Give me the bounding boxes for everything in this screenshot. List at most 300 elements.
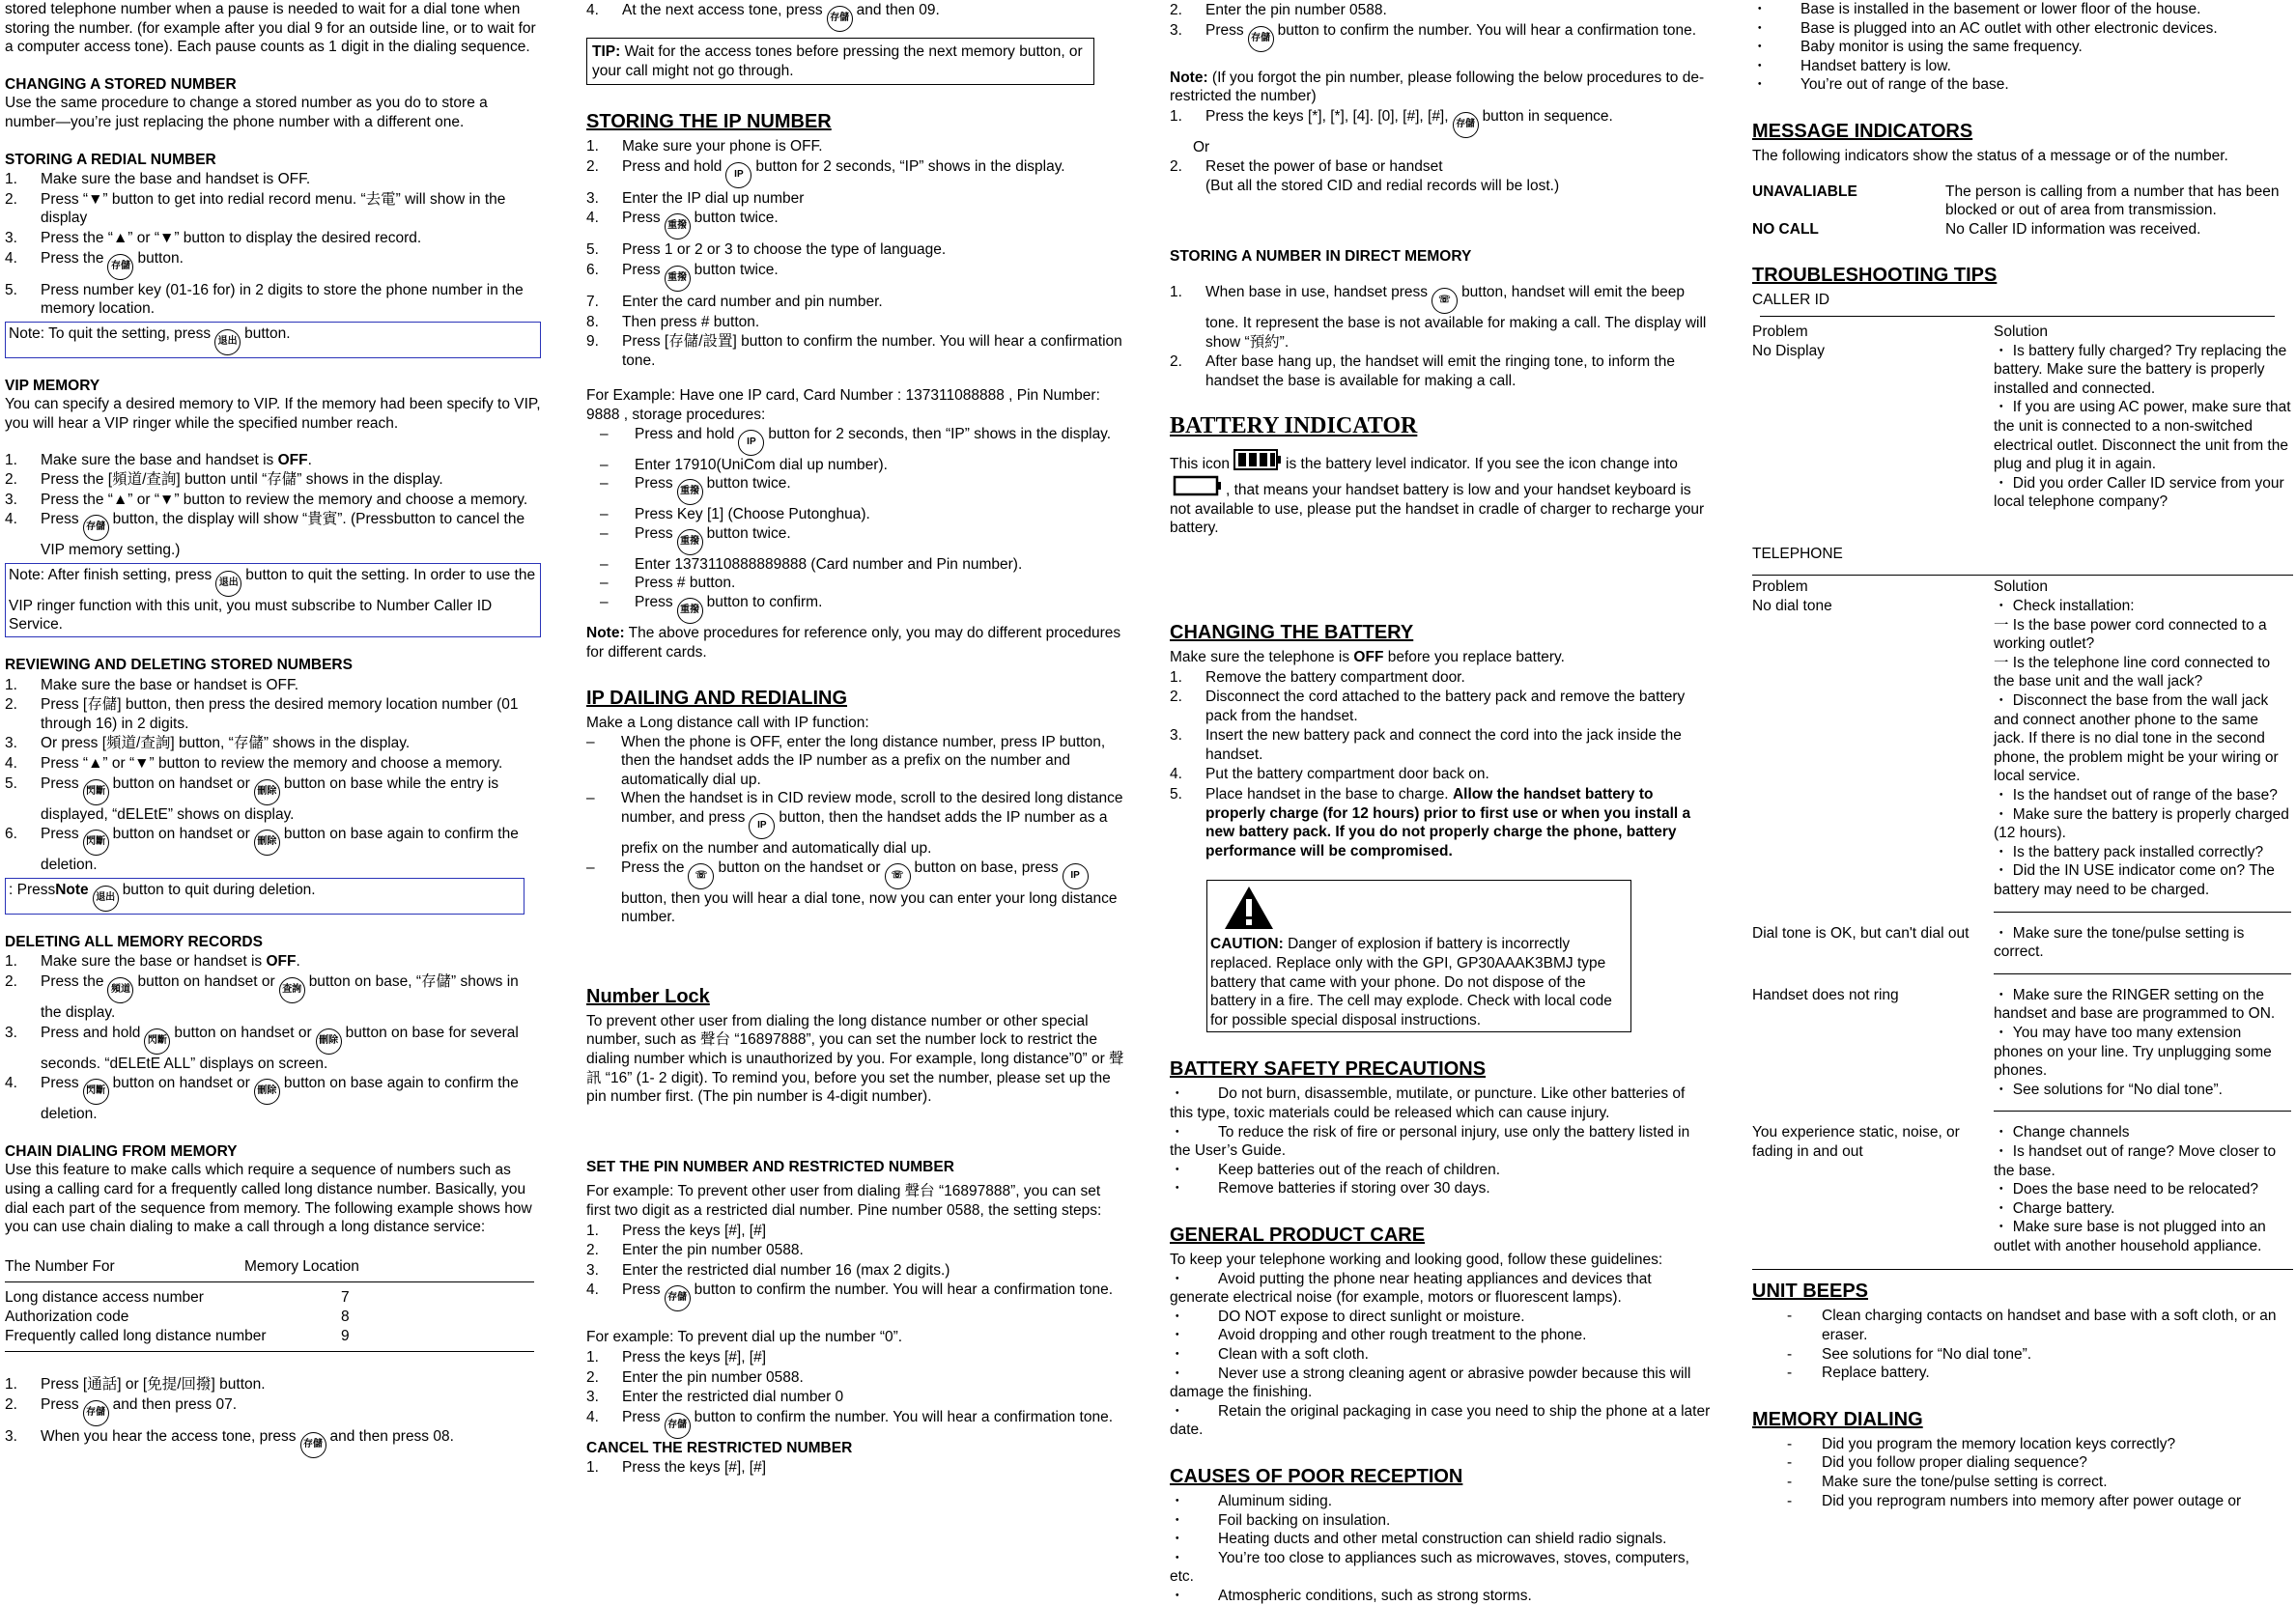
item-bold: Note [55, 881, 89, 898]
table-rule [5, 1281, 534, 1282]
paragraph: To prevent other user from dialing the long distance number or other special number, such as 聲台 “16897888”, you can set the number lock to restrict the dialing number which is unauthorized by you. For example, long distance”0” or 聲訊 “16” (1- 2 digit). To remind you, before you set the number, please set up the pin number first. (The pin number is 4-digit number). [586, 1012, 1124, 1106]
list-item [586, 261, 1127, 292]
intro-paragraph: stored telephone number when a pause is needed to wait for a dial tone when storing the number. (for example after you dial 9 for an outside line, or to wait for a computer access tone). Each pause counts as 1 digit in the dialing sequence. [5, 1, 536, 56]
item-text: Press [41, 1075, 79, 1092]
item-text: Disconnect the cord attached to the battery pack and remove the battery pack from the handset. [1205, 689, 1686, 724]
solution-line: ・ Charge battery. [1994, 1199, 2115, 1217]
item-text: Press Key [1] (Choose Putonghua). [635, 506, 870, 523]
spacer [1170, 554, 1711, 571]
dash-item [1752, 1473, 2291, 1492]
list-item [586, 332, 1127, 370]
list-item [586, 1281, 1127, 1311]
item-text: Enter 17910(UniCom dial up number). [635, 456, 888, 473]
item-text: button to confirm the number. You will hear a confirmation tone. [694, 1408, 1114, 1425]
dash-item [1752, 1364, 2291, 1383]
item-body [41, 676, 541, 695]
item-number: 1. [5, 171, 17, 188]
item-text: Enter 1373110888889888 (Card number and Pin number). [635, 555, 1023, 573]
bullet-item [1170, 1326, 1711, 1345]
key-button-icon: 閃斷 [144, 1028, 170, 1055]
key-button-icon: IP [1063, 863, 1089, 889]
table-header [5, 1257, 541, 1277]
item-text: button. [137, 249, 184, 267]
dash-text: Make sure the tone/pulse setting is correct. [1822, 1474, 2108, 1491]
item-number: 2. [586, 157, 599, 175]
item-text: and then 09. [856, 2, 940, 18]
item-number: 1. [1170, 107, 1182, 125]
item-text: Enter the pin number 0588. [1205, 2, 1387, 18]
paragraph: For example: To prevent dial up the number “0”. [586, 1329, 903, 1346]
key-button-icon: 存儲 [665, 1285, 691, 1311]
item-text: Press the “▲” or “▼” button to review the memory and choose a memory. [41, 491, 528, 508]
section-heading: Number Lock [586, 985, 710, 1007]
item-number: 5. [586, 241, 599, 259]
item-text: Press the [621, 859, 685, 876]
bullet-item [1752, 57, 2291, 76]
item-number: 1. [5, 953, 17, 971]
trouble-row [1752, 342, 2291, 512]
bullet-text: Heating ducts and other metal construction can shield radio signals. [1218, 1531, 1667, 1548]
item-number: 4. [5, 249, 17, 267]
item-number: 9. [586, 333, 599, 351]
item-body [622, 1348, 1127, 1367]
dash-mark: – [600, 575, 609, 592]
item-number: 1. [1170, 668, 1182, 686]
item-text: button in sequence. [1482, 107, 1613, 125]
dash-mark: – [586, 859, 595, 876]
item-number: 4. [586, 210, 599, 227]
item-text: button to quit during deletion. [122, 881, 316, 898]
bullet-text: Keep batteries out of the reach of children. [1218, 1161, 1501, 1178]
item-body [622, 1368, 1127, 1388]
list-item [586, 1222, 1127, 1241]
solution-line: ・ Did you order Caller ID service from your local telephone company? [1994, 474, 2284, 511]
bullet-text: You’re too close to appliances such as microwaves, stoves, computers, etc. [1170, 1549, 1689, 1586]
list-item [1170, 157, 1711, 195]
item-number: 4. [586, 1408, 599, 1425]
key-button-icon: ☏ [688, 863, 714, 889]
list-item [1170, 785, 1711, 860]
item-text: Press [1205, 21, 1244, 39]
row-rule [1994, 912, 2291, 913]
spacer [1170, 266, 1711, 282]
item-text: Press the [頻道/查詢] button until “存儲” shows in the display. [41, 471, 443, 489]
dash-text [635, 505, 870, 524]
dash-text [635, 555, 1022, 575]
item-text: . [307, 451, 312, 468]
item-text: button to confirm the number. You will hear a confirmation tone. [694, 1281, 1114, 1299]
paragraph: To keep your telephone working and looking good, follow these guidelines: [1170, 1251, 1663, 1268]
bullet-item [1170, 1365, 1711, 1402]
section-heading: CAUSES OF POOR RECEPTION [1170, 1465, 1463, 1487]
list-item [5, 1024, 541, 1074]
key-button-icon: 存儲 [83, 515, 109, 541]
item-bold: OFF [277, 451, 308, 468]
item-text: . [296, 953, 300, 971]
list-item [586, 1388, 1127, 1407]
list-item [1170, 688, 1711, 725]
item-text: button for 2 seconds, “IP” shows in the display. [755, 157, 1065, 175]
solution-line: ・ See solutions for “No dial tone”. [1994, 1081, 2223, 1098]
item-body [41, 1395, 541, 1426]
item-text: Press number key (01-16 for) in 2 digits to store the phone number in the memory location. [41, 281, 524, 318]
list-item [1170, 668, 1711, 688]
item-text: Make sure your phone is OFF. [622, 138, 823, 155]
item-number: 3. [5, 1427, 17, 1445]
spacer [586, 1311, 1127, 1328]
item-body [1205, 726, 1711, 764]
key-button-icon: 重撥 [677, 529, 703, 555]
item-number: 1. [586, 138, 599, 155]
caution-text [1210, 935, 1628, 1029]
key-button-icon: 刪除 [316, 1028, 342, 1055]
bullet-item [1752, 38, 2291, 57]
dash-item [586, 574, 1127, 593]
bullet-item [1170, 1123, 1711, 1161]
column-1 [5, 0, 541, 1576]
item-text: Or press [頻道/查詢] button, “存儲” shows in the display. [41, 735, 411, 752]
dash-mark: - [1787, 1345, 1793, 1363]
item-number: 3. [5, 735, 17, 752]
list-item [1170, 283, 1711, 352]
bullet-mark: ・ [1752, 57, 1768, 74]
item-text: Press the “▲” or “▼” button to display the desired record. [41, 229, 422, 246]
item-body [1205, 352, 1711, 390]
item-number: 1. [586, 1222, 599, 1239]
dash-item [1752, 1453, 2291, 1473]
dash-text [635, 456, 888, 475]
bullet-item [1752, 75, 2291, 95]
item-text: button to confirm the number. You will hear a confirmation tone. [1277, 21, 1697, 39]
key-button-icon: 重撥 [665, 266, 691, 292]
spacer [5, 1237, 541, 1253]
list-item [5, 170, 541, 189]
item-body [622, 1458, 1127, 1478]
or-text: Or [1193, 138, 1210, 155]
item-number: 1. [586, 1348, 599, 1366]
item-body [622, 1408, 1127, 1439]
item-text: Insert the new battery pack and connect the cord into the jack inside the handset. [1205, 727, 1682, 763]
spacer [1170, 196, 1711, 212]
item-text: Press and hold [622, 157, 723, 175]
list-item [1170, 21, 1711, 52]
spacer [5, 1358, 541, 1374]
message-row [1752, 220, 2291, 239]
bullet-text: DO NOT expose to direct sunlight or moisture. [1218, 1308, 1525, 1325]
dash-mark: – [600, 456, 609, 473]
spacer [586, 1107, 1127, 1123]
solution-cell [1994, 986, 2291, 1100]
item-text: Then press # button. [622, 313, 760, 330]
problem-cell: No Display [1752, 342, 1825, 359]
paragraph: Use the same procedure to change a stored number as you do to store a number—you’re just replacing the phone number with a different one. [5, 95, 488, 130]
key-button-icon: 刪除 [254, 1079, 280, 1105]
list-item [5, 754, 541, 774]
item-body [41, 774, 541, 825]
item-text: Enter the pin number 0588. [622, 1242, 804, 1259]
note-box [5, 322, 541, 358]
paragraph: For example: To prevent other user from dialing 聲台 “16897888”, you can set first two digit as a restricted dial number. Pine number 0588, the setting steps: [586, 1183, 1102, 1219]
tip-text: Wait for the access tones before pressing the next memory button, or your call might not go through. [592, 43, 1083, 79]
bullet-item [1170, 1084, 1711, 1122]
dash-mark: – [600, 593, 609, 610]
message-row [1752, 183, 2291, 220]
item-text: button for 2 seconds, then “IP” shows in the display. [768, 425, 1112, 442]
key-button-icon: 重撥 [665, 213, 691, 239]
paragraph: Make a Long distance call with IP function: [586, 715, 869, 732]
dash-mark: – [600, 475, 609, 493]
item-text: button. [244, 324, 291, 342]
solution-line: ・ Make sure the battery is properly charged (12 hours). [1994, 805, 2289, 842]
bullet-mark: ・ [1170, 1549, 1185, 1566]
item-number: 3. [5, 229, 17, 246]
bullet-mark: ・ [1170, 1511, 1185, 1529]
item-number: 3. [586, 1389, 599, 1406]
dash-list [573, 733, 1127, 927]
item-text: button twice. [694, 210, 779, 227]
item-text: Note: After finish setting, press [9, 566, 213, 583]
battery-paragraph [1170, 447, 1711, 538]
key-button-icon: 退出 [215, 571, 241, 597]
item-body [1205, 765, 1711, 784]
list-item [1170, 107, 1711, 138]
item-number: 1. [586, 1459, 599, 1477]
item-text: Press 1 or 2 or 3 to choose the type of language. [622, 241, 947, 259]
item-text: Make sure the base and handset is [41, 451, 278, 468]
item-body [622, 209, 1127, 239]
item-number: 3. [586, 189, 599, 207]
solution-line: ・ Is the handset out of range of the base? [1994, 787, 2278, 803]
bullet-mark: ・ [1752, 76, 1768, 94]
item-number: 4. [1170, 766, 1182, 783]
solution-line: ・ Make sure the tone/pulse setting is correct. [1994, 924, 2245, 961]
key-button-icon: IP [738, 430, 764, 456]
bullet-mark: ・ [1752, 1, 1768, 17]
item-body [1205, 21, 1711, 52]
item-body [1205, 688, 1711, 725]
head-cell: Solution [1994, 323, 2049, 340]
item-text: When base in use, handset press [1205, 284, 1429, 301]
item-text: Press [通話] or [免提/回撥] button. [41, 1376, 266, 1394]
solution-cell [1994, 924, 2291, 962]
note-paragraph [1170, 69, 1711, 106]
item-number: 5. [1170, 786, 1182, 803]
column-4 [1752, 0, 2291, 1576]
list-item [586, 1458, 1127, 1478]
item-body [41, 734, 541, 753]
spacer [1752, 166, 2291, 183]
list-item [5, 510, 541, 560]
dash-text [635, 524, 791, 555]
item-body [41, 249, 541, 280]
section-heading: DELETING ALL MEMORY RECORDS [5, 933, 263, 950]
table-cell: Authorization code [5, 1308, 129, 1325]
bullet-text: Baby monitor is using the same frequency. [1800, 39, 2083, 56]
bullet-mark: ・ [1170, 1345, 1185, 1363]
caution-label: CAUTION: [1210, 936, 1284, 953]
item-number: 1. [1170, 284, 1182, 301]
item-number: 2. [5, 973, 17, 990]
item-text: Press the keys [*], [*], [4]. [0], [#], [#], [1205, 107, 1449, 125]
item-body [41, 1427, 541, 1458]
list-item [5, 470, 541, 490]
bullet-text: Foil backing on insulation. [1218, 1511, 1391, 1529]
list-item [586, 1368, 1127, 1388]
problem-cell: You experience static, noise, or fading in and out [1752, 1124, 1960, 1160]
item-text: button twice. [706, 524, 791, 542]
list-item [5, 1074, 541, 1124]
bullet-text: Retain the original packaging in case you need to ship the phone at a later date. [1170, 1402, 1711, 1439]
section-heading: GENERAL PRODUCT CARE [1170, 1224, 1426, 1246]
item-body [1205, 1, 1711, 20]
key-button-icon: 存儲 [1248, 26, 1274, 52]
dash-mark: – [586, 733, 595, 750]
dash-item [586, 524, 1127, 555]
item-text: Press [635, 475, 673, 493]
item-text: Press [41, 511, 79, 528]
bullet-item [1170, 1161, 1711, 1180]
list-item [5, 190, 541, 228]
item-text: Press [622, 1408, 661, 1425]
item-text: button, the display will show “貴賓”. (Press [112, 511, 394, 528]
list-item [586, 1241, 1127, 1260]
item-text: Remove the battery compartment door. [1205, 668, 1465, 686]
item-text: Press and hold [635, 425, 735, 442]
item-text: Enter the pin number 0588. [622, 1368, 804, 1386]
dash-mark: – [586, 790, 595, 807]
bullet-mark: ・ [1170, 1402, 1185, 1420]
message-value: No Caller ID information was received. [1945, 220, 2201, 238]
section-heading: STORING A REDIAL NUMBER [5, 151, 216, 168]
dash-mark: - [1787, 1454, 1793, 1472]
bullet-text: Clean with a soft cloth. [1218, 1345, 1369, 1363]
note-label: Note: [1170, 69, 1208, 86]
section-heading: MESSAGE INDICATORS [1752, 120, 1973, 142]
item-text: : Press [9, 881, 56, 898]
table-rule [1752, 575, 2293, 576]
item-text: and then press 08. [329, 1427, 454, 1445]
bullet-item [1170, 1402, 1711, 1440]
bullet-mark: ・ [1170, 1308, 1185, 1325]
item-text: Note: To quit the setting, press [9, 324, 212, 342]
list-item [586, 313, 1127, 332]
dash-text [635, 474, 791, 505]
spacer [1752, 512, 2291, 528]
item-number: 3. [586, 1261, 599, 1279]
table-head-cell: The Number For [5, 1257, 115, 1275]
item-text: button on base, “存儲” shows in the display. [41, 973, 519, 1021]
bullet-item [1170, 1492, 1711, 1511]
section-heading: MEMORY DIALING [1752, 1408, 1923, 1430]
solution-cell [1994, 1123, 2291, 1255]
battery-full-icon [1230, 456, 1286, 472]
text: , that means your handset battery is low and your handset keyboard is not available to use, please put the handset in cradle of charger to recharge your battery. [1170, 482, 1705, 537]
text: is the battery level indicator. If you see the icon change into [1286, 455, 1678, 472]
item-text: When you hear the access tone, press [41, 1427, 297, 1445]
dash-text [635, 593, 822, 624]
key-button-icon: 查詢 [279, 977, 305, 1003]
item-body [41, 451, 541, 470]
section-heading: REVIEWING AND DELETING STORED NUMBERS [5, 657, 353, 674]
item-body [622, 189, 1127, 209]
dash-text: Replace battery. [1822, 1365, 1930, 1382]
spacer [1170, 538, 1711, 554]
item-number: 2. [5, 1395, 17, 1413]
dash-mark: - [1787, 1308, 1793, 1325]
trouble-row [1752, 986, 2291, 1100]
note-box [5, 563, 541, 637]
item-number: 2. [586, 1242, 599, 1259]
item-text: Press [41, 826, 79, 843]
item-body [622, 157, 1127, 188]
spacer [586, 927, 1127, 943]
dash-item [573, 789, 1127, 858]
bullet-text: Remove batteries if storing over 30 days. [1218, 1180, 1490, 1197]
bullet-mark: ・ [1170, 1161, 1185, 1178]
bullet-text: Handset battery is low. [1800, 57, 1951, 74]
item-text: When the phone is OFF, enter the long distance number, press IP button, then the handset adds the IP number as a prefix on the number and automatically dial up. [621, 733, 1106, 788]
item-text: Press # button. [635, 575, 736, 592]
list-item [5, 734, 541, 753]
item-body [41, 972, 541, 1023]
section-heading: BATTERY SAFETY PRECAUTIONS [1170, 1058, 1487, 1081]
solution-line: 一 Is the telephone line cord connected to the base unit and the wall jack? [1994, 654, 2271, 690]
table-rule [5, 1351, 534, 1352]
item-text: Enter the card number and pin number. [622, 293, 883, 310]
paragraph: The following indicators show the status of a message or of the number. [1752, 147, 2228, 164]
list-item [5, 1427, 541, 1458]
item-body [622, 1241, 1127, 1260]
item-body [41, 470, 541, 490]
item-text: Press “▼” button to get into redial record menu. “去電” will show in the display [41, 190, 506, 227]
message-key: UNAVALIABLE [1752, 183, 1857, 200]
bullet-mark: ・ [1170, 1327, 1185, 1344]
item-text: button on base for several seconds. “dELEtE ALL” displays on screen. [41, 1024, 519, 1072]
solution-cell [1994, 597, 2291, 900]
text-bold: OFF [1353, 648, 1384, 665]
paragraph [1170, 648, 1711, 667]
bullet-list [1752, 0, 2291, 95]
key-button-icon: 刪除 [254, 830, 280, 856]
section-heading: BATTERY INDICATOR [1170, 412, 1418, 438]
solution-line: ・ Check installation: [1994, 598, 2135, 615]
section-heading: CHAIN DIALING FROM MEMORY [5, 1142, 238, 1160]
list-item [586, 1, 1127, 32]
dash-item [586, 505, 1127, 524]
solution-line: ・ You may have too many extension phones on your line. Try unplugging some phones. [1994, 1024, 2272, 1080]
item-number: 6. [5, 826, 17, 843]
item-text: Make sure the base or handset is OFF. [41, 676, 299, 693]
dash-item [1752, 1307, 2291, 1344]
section-heading: STORING A NUMBER IN DIRECT MEMORY [1170, 247, 1472, 265]
tip-box [586, 38, 1094, 85]
item-body [622, 332, 1127, 370]
solution-line: ・ Change channels [1994, 1124, 2130, 1141]
item-body [622, 1261, 1127, 1281]
item-text: Enter the restricted dial number 0 [622, 1389, 844, 1406]
column-3 [1170, 0, 1711, 1604]
list-item [586, 209, 1127, 239]
section-heading: TROUBLESHOOTING TIPS [1752, 265, 1998, 287]
dash-mark: – [600, 524, 609, 542]
key-button-icon: 退出 [93, 886, 119, 912]
spacer [586, 370, 1127, 386]
key-button-icon: 頻道 [107, 977, 133, 1003]
item-body [622, 261, 1127, 292]
subsection-label: CALLER ID [1752, 292, 1830, 309]
list-item [5, 1375, 541, 1394]
item-number: 3. [1170, 727, 1182, 745]
